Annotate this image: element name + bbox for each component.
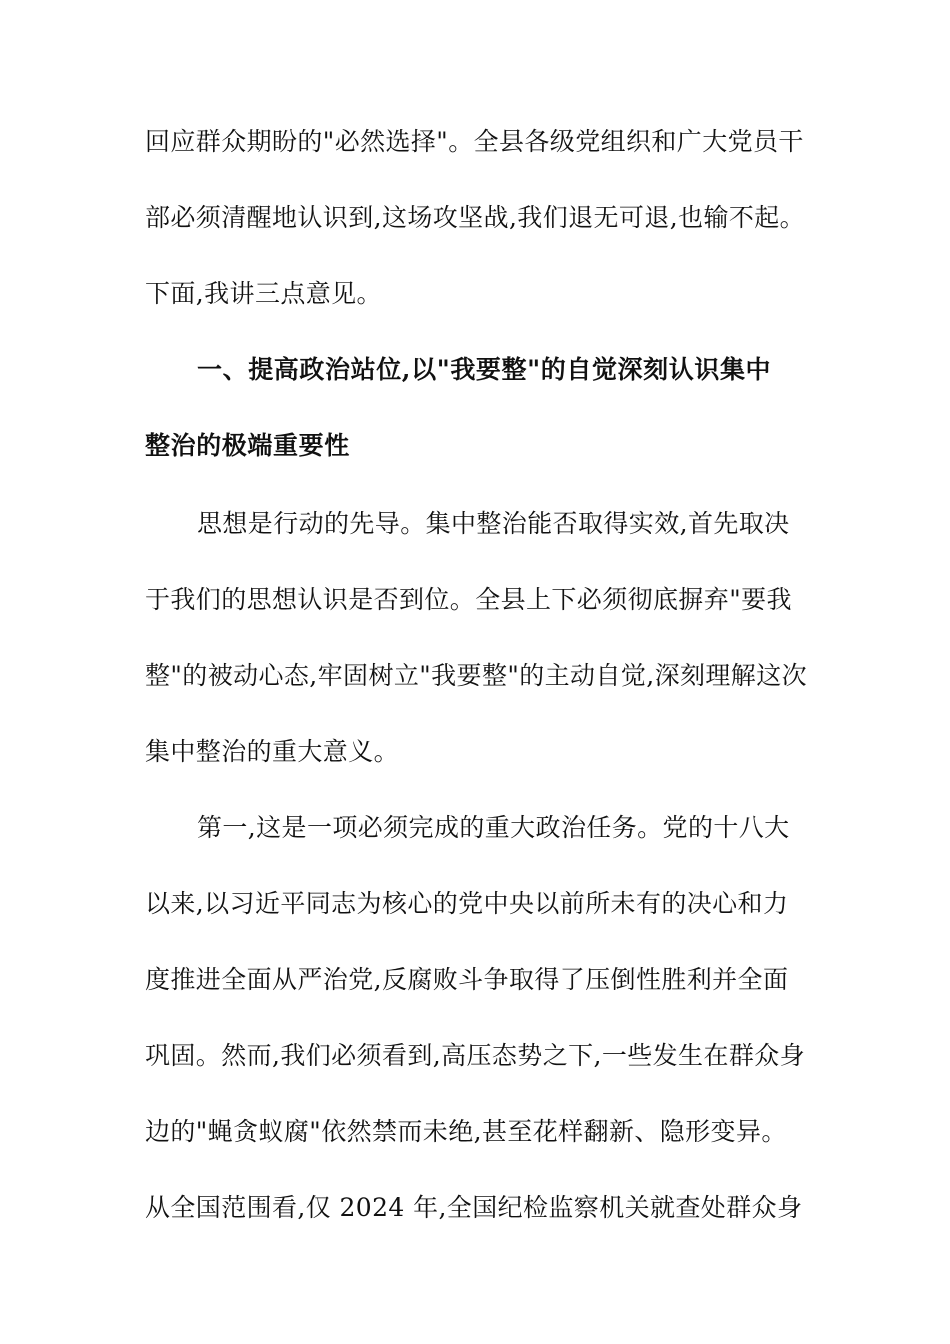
- paragraph-line: 下面,我讲三点意见。: [145, 279, 382, 308]
- section-heading-continued: 整治的极端重要性: [145, 431, 350, 460]
- paragraph-line: 于我们的思想认识是否到位。全县上下必须彻底摒弃"要我: [145, 585, 792, 614]
- paragraph-line: 集中整治的重大意义。: [145, 737, 400, 766]
- section-heading: 一、提高政治站位,以"我要整"的自觉深刻认识集中: [197, 355, 772, 384]
- paragraph-line: 思想是行动的先导。集中整治能否取得实效,首先取决: [197, 509, 790, 538]
- paragraph-line: 整"的被动心态,牢固树立"我要整"的主动自觉,深刻理解这次: [145, 661, 807, 690]
- paragraph-line: 部必须清醒地认识到,这场攻坚战,我们退无可退,也输不起。: [145, 203, 806, 232]
- paragraph-line: 巩固。然而,我们必须看到,高压态势之下,一些发生在群众身: [145, 1041, 806, 1070]
- paragraph-line: 回应群众期盼的"必然选择"。全县各级党组织和广大党员干: [145, 127, 804, 156]
- paragraph-line: 第一,这是一项必须完成的重大政治任务。党的十八大: [197, 813, 790, 842]
- paragraph-line: 度推进全面从严治党,反腐败斗争取得了压倒性胜利并全面: [145, 965, 789, 994]
- paragraph-line: 边的"蝇贪蚁腐"依然禁而未绝,甚至花样翻新、隐形变异。: [145, 1117, 787, 1146]
- paragraph-line: 从全国范围看,仅 2024 年,全国纪检监察机关就查处群众身: [145, 1193, 803, 1222]
- paragraph-line: 以来,以习近平同志为核心的党中央以前所未有的决心和力: [145, 889, 789, 918]
